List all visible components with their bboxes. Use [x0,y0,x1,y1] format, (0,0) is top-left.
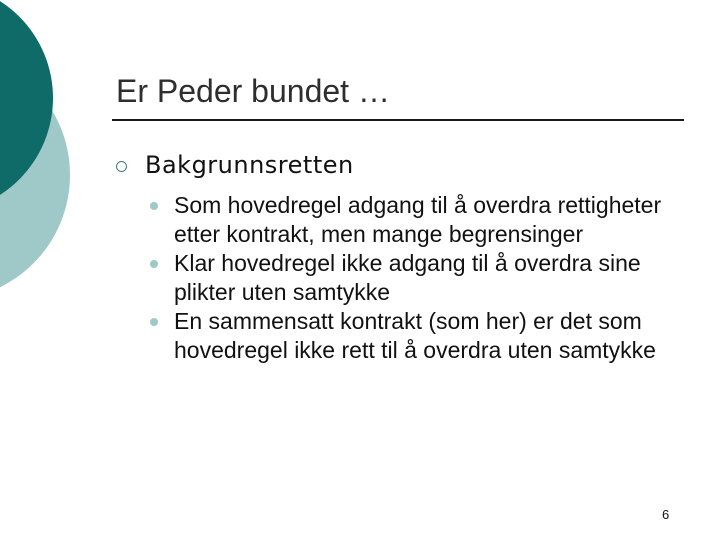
ring-bullet-icon [116,161,127,172]
slide-title: Er Peder bundet … [116,73,390,109]
bullet-text: En sammensatt kontrakt (som her) er det som hovedregel ikke rett til å overdra uten samtykke [174,308,656,363]
dot-bullet-icon [150,318,158,326]
bullet-text: Klar hovedregel ikke adgang til å overdra sine plikter uten samtykke [174,250,641,305]
bullet-list [174,191,684,365]
list-item [174,307,684,365]
dot-bullet-icon [150,202,158,210]
list-item [174,249,684,307]
title-divider [112,119,684,121]
list-item [174,191,684,249]
page-number: 6 [662,507,670,522]
dot-bullet-icon [150,260,158,268]
heading-item [116,147,354,183]
bullet-text: Som hovedregel adgang til å overdra rettigheter etter kontrakt, men mange begrensinger [174,192,662,247]
decorative-circles [0,0,120,300]
section-heading: Bakgrunnsretten [145,151,354,179]
decorative-circles-graphic [0,0,120,300]
